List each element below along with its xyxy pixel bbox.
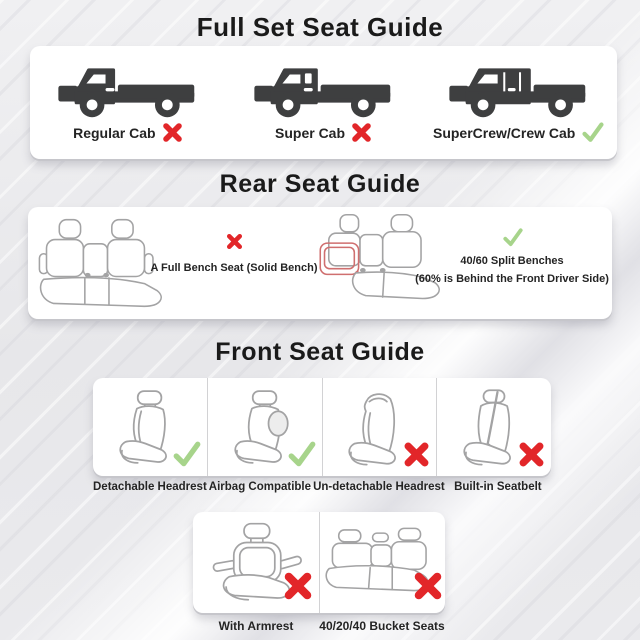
cross-icon	[518, 441, 545, 468]
pickup-crew-cab-icon	[446, 55, 592, 121]
front-seat-card-row2	[193, 512, 445, 613]
front-seat-label-detachable-headrest: Detachable Headrest	[93, 481, 207, 493]
cross-icon	[413, 571, 443, 601]
cab-label-regular: Regular Cab	[73, 124, 156, 141]
cross-icon	[162, 122, 183, 143]
split-bench-label-line1: 40/60 Split Benches	[460, 255, 564, 267]
front-seat-title: Front Seat Guide	[215, 338, 425, 366]
cab-label-crew: SuperCrew/Crew Cab	[432, 125, 576, 141]
check-icon	[172, 441, 202, 469]
full-set-title: Full Set Seat Guide	[196, 12, 444, 42]
front-seat-labels-row2	[193, 619, 445, 633]
front-seat-label-402040-bucket: 40/20/40 Bucket Seats	[319, 619, 445, 633]
front-seat-option-undetachable-headrest	[322, 378, 437, 476]
cross-icon	[351, 122, 372, 143]
cross-icon	[403, 441, 430, 468]
front-seat-option-402040-bucket	[319, 512, 446, 613]
front-seat-option-with-armrest	[193, 512, 319, 613]
front-seat-label-airbag-compatible: Airbag Compatible	[208, 481, 312, 493]
front-seat-option-builtin-seatbelt	[436, 378, 551, 476]
full-bench-label: A Full Bench Seat (Solid Bench)	[150, 262, 318, 274]
cab-option-crew	[421, 46, 617, 159]
cross-icon	[226, 233, 243, 250]
check-icon	[287, 441, 317, 469]
cross-icon	[283, 571, 313, 601]
cab-option-super	[226, 46, 422, 159]
front-seat-label-builtin-seatbelt: Built-in Seatbelt	[454, 481, 542, 493]
split-bench-label-line2: (60% is Behind the Front Driver Side)	[415, 273, 609, 285]
rear-seat-title: Rear Seat Guide	[219, 170, 421, 198]
check-icon	[581, 122, 605, 144]
front-seat-labels	[93, 481, 551, 493]
front-seat-card	[93, 378, 551, 476]
front-seat-option-detachable-headrest	[93, 378, 207, 476]
cab-option-regular	[30, 46, 226, 159]
pickup-super-cab-icon	[251, 55, 397, 121]
check-icon	[502, 228, 524, 248]
front-seat-label-undetachable-headrest: Un-detachable Headrest	[313, 481, 445, 493]
pickup-regular-cab-icon	[55, 55, 201, 121]
full-set-card	[30, 46, 617, 159]
rear-seat-card	[28, 207, 612, 319]
front-seat-option-airbag-compatible	[207, 378, 322, 476]
cab-label-super: Super Cab	[275, 124, 346, 141]
front-seat-label-with-armrest: With Armrest	[218, 619, 294, 633]
